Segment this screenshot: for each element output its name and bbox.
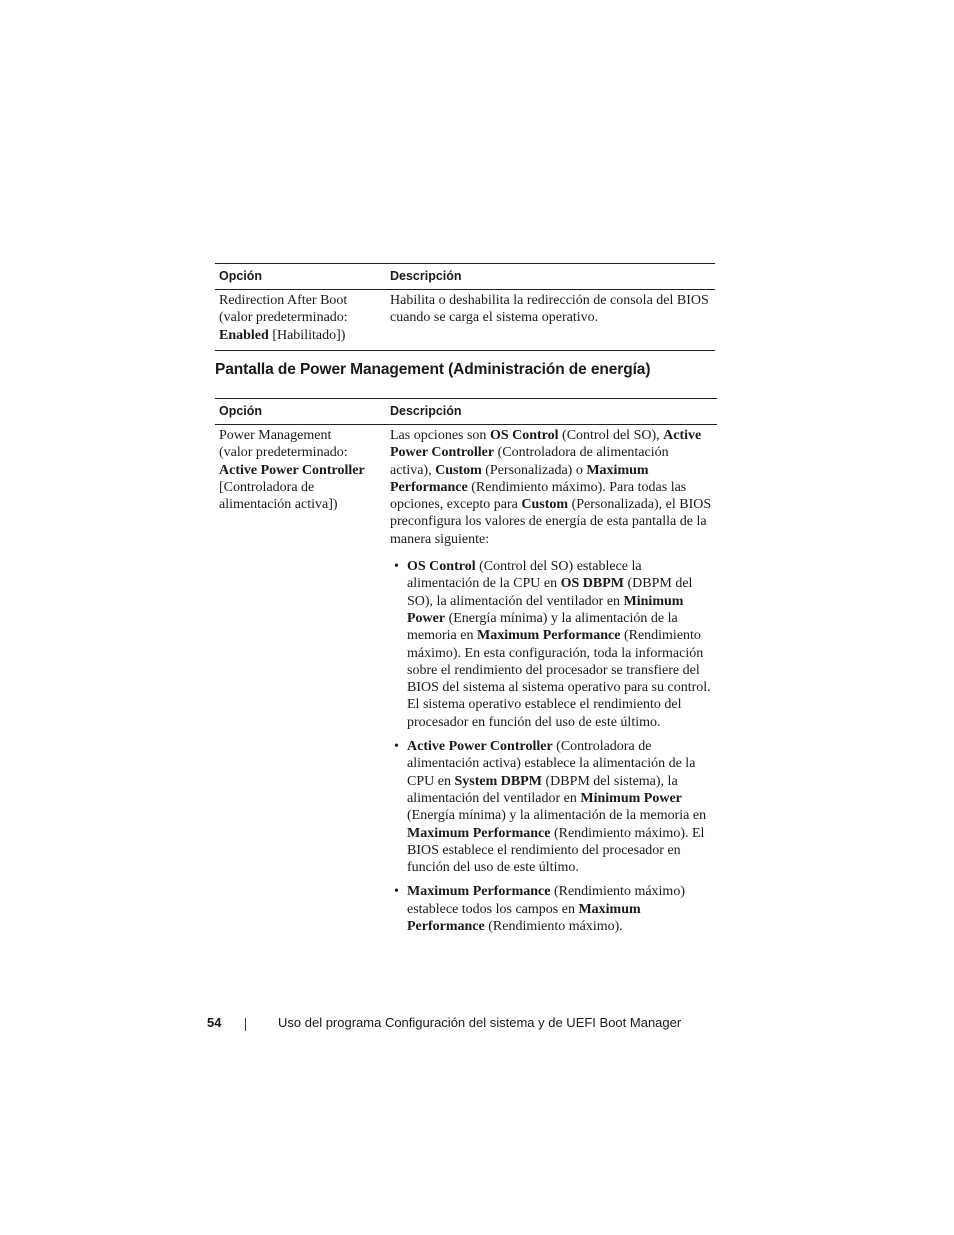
bold-term: Maximum Performance	[476, 628, 621, 644]
option-default-suffix: [Controladora de alimentación activa])	[219, 479, 338, 513]
text-run: (Controladora de alimentación activa) establece la alimentación de la CPU en	[407, 739, 696, 789]
footer-separator	[245, 1018, 246, 1031]
option-default-value: Active Power Controller	[219, 462, 365, 478]
bold-term: Minimum Power	[407, 593, 684, 626]
section-title: Pantalla de Power Management (Administración de energía)	[215, 361, 651, 378]
text-run: (Rendimiento máximo). Para todas las opciones, excepto para	[390, 479, 687, 513]
option-cell	[215, 425, 382, 949]
description-cell: Habilita o deshabilita la redirección de consola del BIOS cuando se carga el sistema operativo.	[382, 290, 715, 351]
redirection-table	[215, 263, 715, 351]
table-header-row	[215, 264, 715, 290]
bold-term: Maximum Performance	[407, 901, 641, 935]
table-header-row	[215, 399, 717, 425]
text-run: (Rendimiento máximo) establece todos los campos en	[407, 884, 685, 917]
text-run: (Rendimiento máximo). El BIOS establece el rendimiento del procesador en función del uso de este último.	[407, 825, 705, 876]
option-default-suffix: [Habilitado])	[272, 327, 346, 343]
bullet-icon: •	[394, 559, 399, 575]
bold-term: Custom	[521, 497, 569, 513]
header-option: Opción	[215, 264, 382, 290]
bold-term: Custom	[435, 462, 482, 478]
option-default-value: Enabled	[219, 327, 269, 343]
text-run: (Rendimiento máximo). En esta configuración, toda la información sobre el rendimiento del procesador se transfiere del BIOS del sistema al sistema operativo para su control. El sistema operativo establece el rendimiento del procesador en función del uso de este último.	[407, 628, 711, 730]
option-name: Power Management	[219, 428, 332, 443]
text-run: (Control del SO) establece la alimentación de la CPU en	[407, 559, 642, 592]
option-cell	[215, 290, 382, 351]
text-run: (DBPM del sistema), la alimentación del ventilador en	[407, 773, 678, 806]
text-run: Las opciones son	[390, 428, 490, 443]
description-cell	[382, 425, 717, 949]
option-default-prefix: (valor predeterminado:	[219, 445, 348, 461]
bold-term: OS Control	[489, 428, 559, 443]
list-item-text	[407, 884, 685, 934]
list-item	[394, 738, 713, 876]
text-run: (Rendimiento máximo).	[484, 919, 623, 935]
bold-term: OS DBPM	[560, 576, 624, 592]
footer-text: Uso del programa Configuración del sistema y de UEFI Boot Manager	[278, 1015, 682, 1030]
table-row	[215, 290, 715, 351]
page-number: 54	[207, 1015, 222, 1030]
bold-term: Maximum Performance	[390, 462, 649, 495]
bullet-icon: •	[394, 884, 399, 900]
list-item-text	[407, 559, 711, 730]
list-item	[394, 883, 713, 935]
text-run: (Energía mínima) y la alimentación de la memoria en	[407, 610, 678, 644]
header-description: Descripción	[382, 399, 717, 425]
text-run: (Control del SO),	[558, 428, 664, 443]
text-run: (DBPM del SO), la alimentación del ventilador en	[407, 576, 693, 609]
option-name: Redirection After Boot	[219, 293, 348, 308]
bold-term: Minimum Power	[580, 790, 682, 806]
option-default-prefix: (valor predeterminado:	[219, 310, 348, 326]
table-row	[215, 425, 717, 949]
bold-term: OS Control	[407, 559, 476, 575]
bold-term: Maximum Performance	[407, 884, 551, 900]
text-run: (Personalizada), el BIOS preconfigura los valores de energía de esta pantalla de la manera siguiente:	[390, 497, 712, 547]
header-option: Opción	[215, 399, 382, 425]
bold-term: System DBPM	[454, 773, 542, 789]
bullet-list	[390, 558, 713, 935]
list-item-text	[407, 739, 706, 875]
bullet-icon: •	[394, 739, 399, 755]
power-management-table	[215, 398, 717, 948]
header-description: Descripción	[382, 264, 715, 290]
list-item	[394, 558, 713, 731]
text-run: (Controladora de alimentación activa),	[390, 445, 669, 478]
text-run: (Personalizada) o	[481, 462, 587, 478]
bold-term: Active Power Controller	[407, 739, 553, 755]
bold-term: Active Power Controller	[390, 428, 702, 461]
bold-term: Maximum Performance	[407, 825, 551, 841]
description-intro	[390, 427, 713, 548]
text-run: (Energía mínima) y la alimentación de la memoria en	[407, 808, 707, 824]
